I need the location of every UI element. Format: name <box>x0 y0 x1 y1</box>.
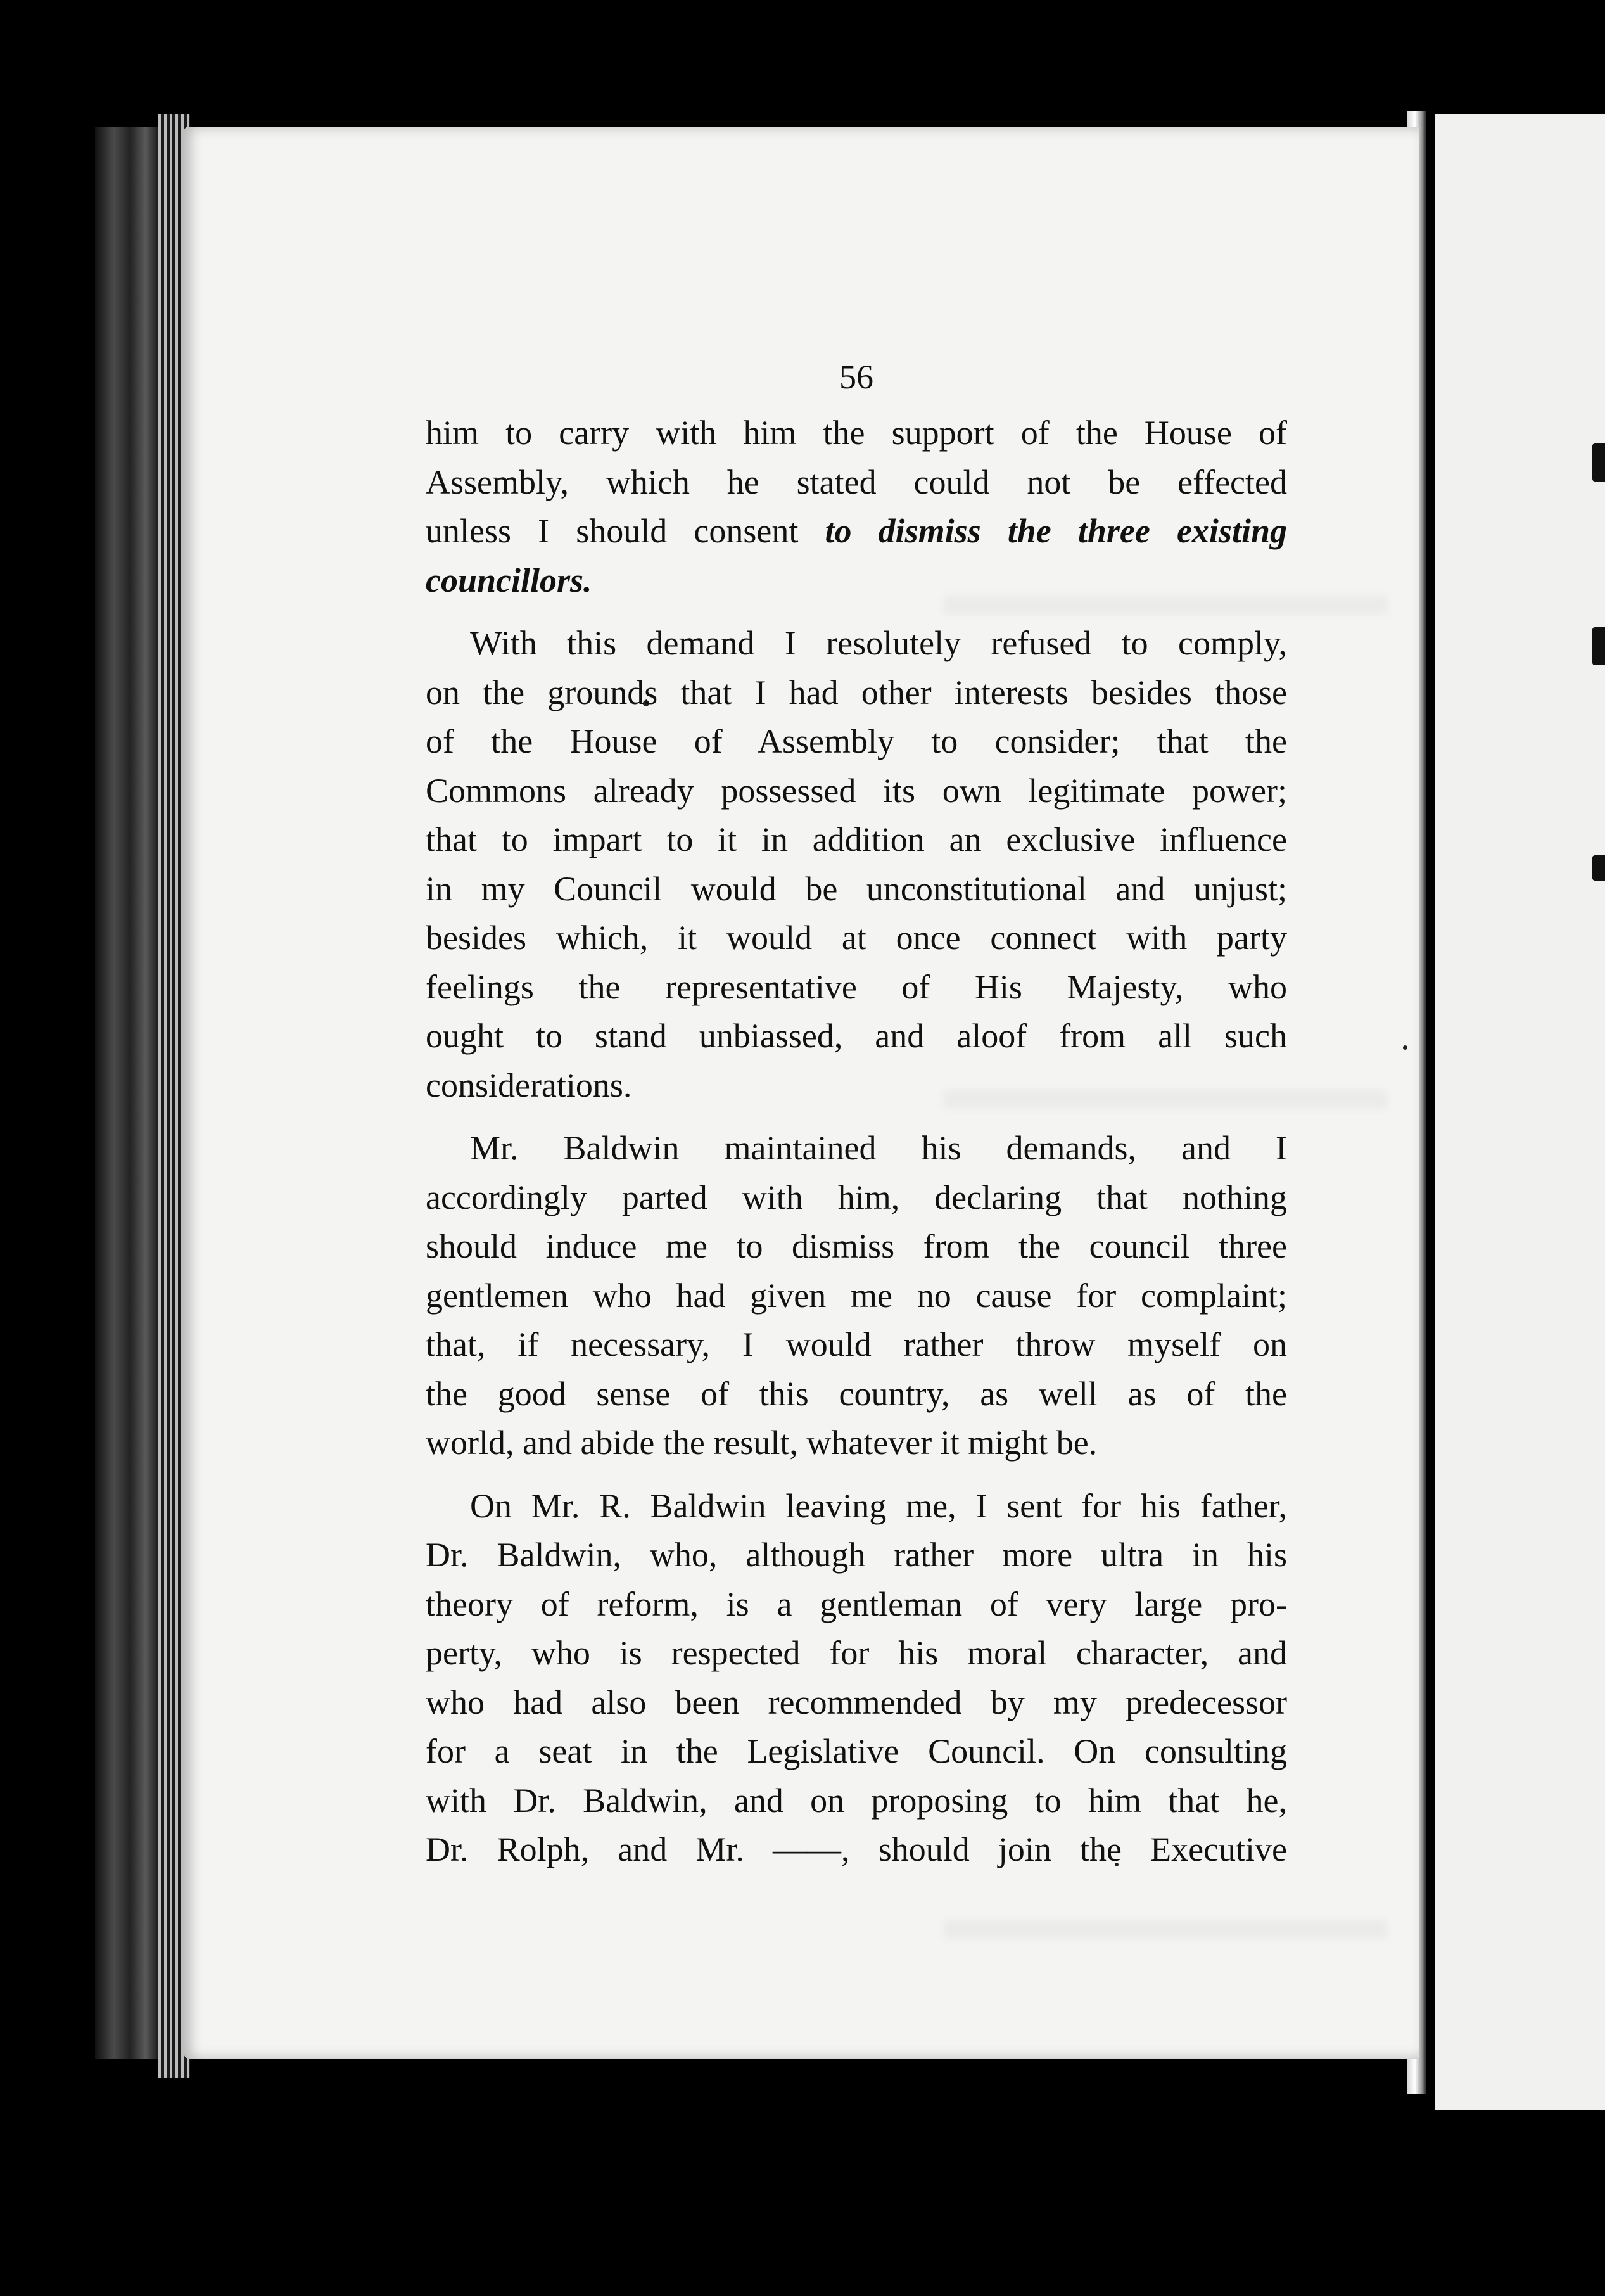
paragraph-3-body <box>426 1173 1287 1468</box>
page-number: 56 <box>839 358 873 396</box>
facing-page-edge <box>1435 114 1605 2110</box>
text-line: theory of reform, is a gentleman of very large pro- <box>426 1585 1287 1623</box>
text-line: with Dr. Baldwin, and on proposing to him that he, <box>426 1781 1287 1820</box>
paragraph-1 <box>426 409 1287 605</box>
text-line: accordingly parted with him, declaring that nothing <box>426 1178 1287 1216</box>
bleed-through-mark <box>1592 443 1605 482</box>
text-line: of the House of Assembly to consider; that the <box>426 722 1287 760</box>
text-line: world, and abide the result, whatever it might be. <box>426 1424 1098 1462</box>
text-line: him to carry with him the support of the House of <box>426 414 1287 452</box>
bleed-through-mark <box>1592 855 1605 881</box>
paragraph-2 <box>426 619 1287 668</box>
text-line: who had also been recommended by my predecessor <box>426 1683 1287 1721</box>
text-line: On Mr. R. Baldwin leaving me, I sent for his father, <box>470 1486 1287 1525</box>
text-line: Mr. Baldwin maintained his demands, and I <box>470 1129 1287 1167</box>
text-block <box>426 329 1287 1889</box>
ink-speck <box>1403 1045 1407 1050</box>
text-line: besides which, it would at once connect with party <box>426 919 1287 957</box>
paragraph-4 <box>426 1482 1287 1531</box>
text-line: in my Council would be unconstitutional and unjust; <box>426 869 1287 908</box>
paragraph-3 <box>426 1124 1287 1173</box>
text-line: on the grounds that I had other interests besides those <box>426 673 1287 711</box>
text-line: Dr. Baldwin, who, although rather more ultra in his <box>426 1536 1287 1574</box>
text-line: that to impart to it in addition an exclusive influence <box>426 820 1287 858</box>
italic-word: councillors. <box>426 561 592 599</box>
text-line: perty, who is respected for his moral character, and <box>426 1634 1287 1672</box>
paragraph-2-body <box>426 668 1287 1111</box>
italic-phrase: to dismiss the three existing <box>825 512 1287 550</box>
text-line-with-italic: unless I should consent to dismiss the three existing <box>426 512 1287 550</box>
show-through <box>944 1920 1387 1939</box>
text-line: Dr. Rolph, and Mr. ——, should join the Executive <box>426 1830 1287 1868</box>
text-line: should induce me to dismiss from the council three <box>426 1227 1287 1265</box>
book-binding <box>95 127 158 2059</box>
text-line: Assembly, which he stated could not be effected <box>426 462 1287 501</box>
text-line: that, if necessary, I would rather throw myself on <box>426 1325 1287 1363</box>
text-line: gentlemen who had given me no cause for complaint; <box>426 1276 1287 1315</box>
bleed-through-mark <box>1592 627 1605 665</box>
text-line: the good sense of this country, as well as of the <box>426 1374 1287 1413</box>
text-line: ought to stand unbiassed, and aloof from all such <box>426 1017 1287 1055</box>
paragraph-4-body <box>426 1531 1287 1875</box>
text-line: feelings the representative of His Majesty, who <box>426 967 1287 1006</box>
text-line: for a seat in the Legislative Council. On consulting <box>426 1732 1287 1770</box>
text-line: Commons already possessed its own legitimate power; <box>426 771 1287 810</box>
text-line: With this demand I resolutely refused to comply, <box>470 624 1287 662</box>
text-line: considerations. <box>426 1066 632 1104</box>
